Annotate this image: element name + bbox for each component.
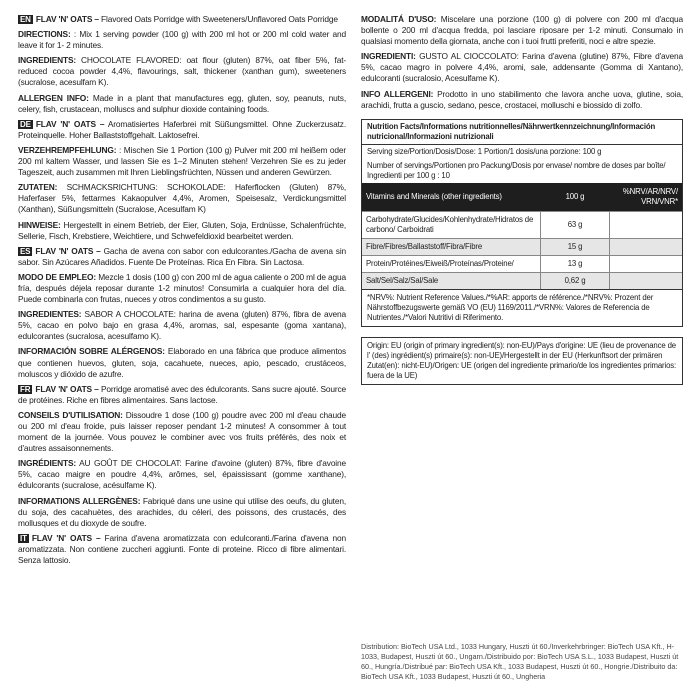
left-column — [18, 14, 346, 570]
nutrition-header-row — [362, 183, 682, 212]
it-allergen-label: INFO ALLERGENI: — [361, 88, 434, 99]
en-directions — [18, 29, 346, 51]
es-allergen-label: INFORMACIÓN SOBRE ALÉRGENOS: — [18, 346, 165, 357]
it-allergen-text: Prodotto in uno stabilimento che lavora anche uova, glutine, soia, arachidi, frutta a guscio, sedano, pesce, crostacei, molluschi e biossido di zolfo. — [361, 88, 683, 110]
distribution-info: Distribution: BioTech USA Ltd., 1033 Hungary, Huszti út 60./Inverkehrbringer: BioTech USA Kft., H-1033, Budapest, Huszti út 60., Ungarn./Distribuido por: BioTech USA S.L., 1033 Budapest, Huszti út 60., Hungría./Distribué par: BioTech USA Kft., 1033 Budapest, Huszti út 60., Hongrie./Distribuito da: BioTech USA Kft., 1033 Budapest, Huszti út 60., Ungheria — [361, 642, 679, 681]
lang-tag-de: DE — [20, 119, 31, 129]
es-allergen-text: Elaborado en una fábrica que produce alimentos que contienen huevos, gluten, soja, cacahuete, nueces, apio, pescado, crustáceos, moluscos y dióxido de azufre. — [18, 346, 347, 379]
es-directions-text: Mezcle 1 dosis (100 g) con 200 ml de agua caliente o 200 ml de agua fría, después déjela reposar durante 1-2 minutos! Consumirla a cualquier hora del día. Puede combinarla con frutas, nueces y otros condimentos a su gusto. — [18, 271, 347, 305]
nutrient-nrv — [610, 238, 683, 255]
de-ingredients-label: ZUTATEN: — [18, 182, 58, 193]
nutrient-nrv — [610, 272, 683, 289]
it-ingredients — [361, 51, 683, 84]
es-directions — [18, 272, 346, 305]
en-title-para — [18, 14, 346, 25]
nutrition-header-col3: %NRV/AR/NRV/ VRN/VNR* — [610, 183, 683, 212]
table-row — [362, 238, 682, 255]
table-row — [362, 255, 682, 272]
de-title-rest: Aromatisiertes Haferbrei mit Süßungsmittel. Ohne Zuckerzusatz. Proteinquelle. Hoher Ballaststoffgehalt. Laktosefrei. — [18, 118, 346, 140]
it-allergen — [361, 89, 683, 111]
en-ingredients-label: INGREDIENTS: — [18, 55, 76, 66]
de-directions-text: : Mischen Sie 1 Portion (100 g) Pulver mit 200 ml heißem oder 200 ml kaltem Wasser, und lassen Sie es 1–2 Minuten stehen! Verzehren Sie es zu jeder Tageszeit, auch zusammen mit Ihren Lieblingsfrüchten, Nüssen und anderen Gewürzen. — [18, 144, 346, 178]
fr-ingredients-label: INGRÉDIENTS: — [18, 458, 76, 469]
lang-tag-it: IT — [20, 533, 27, 543]
nutrient-name: Protein/Protéines/Eiweiß/Proteínas/Proteine/ — [362, 255, 541, 272]
nutrition-footnote: *NRV%: Nutrient Reference Values./*%AR: apports de référence./*NRV%: Prozent der Nährstoffbezugswerte gemäß VO (EU) 1169/2011./*VRN%: Valores de Referencia de Nutrientes./*Valori Nutritivi di Riferimento. — [362, 289, 682, 326]
fr-ingredients — [18, 458, 346, 491]
nutrition-title: Nutrition Facts/Informations nutritionnelles/Nährwertkennzeichnung/Información nutricional/Informazioni nutrizionali — [362, 120, 682, 145]
right-column — [361, 14, 683, 385]
es-title-para — [18, 246, 346, 268]
de-title-para — [18, 119, 346, 141]
nutrient-value: 13 g — [541, 255, 610, 272]
nutrient-nrv — [610, 211, 683, 238]
lang-tag-en: EN — [20, 15, 31, 24]
de-directions-label: VERZEHREMPFEHLUNG: — [18, 144, 117, 155]
nutrient-value: 15 g — [541, 238, 610, 255]
en-ingredients-text: CHOCOLATE FLAVORED: oat flour (gluten) 87%, oat fiber 5%, fat-reduced cocoa powder 4,4%, flavourings, salt, thickener (xanthan gum), sweeteners (sucralose, acesulfam K). — [18, 55, 346, 88]
nutrition-table — [362, 183, 682, 289]
en-directions-label: DIRECTIONS: — [18, 29, 71, 40]
nutrition-servings-per: Number of servings/Portionen pro Packung/Dosis por envase/ nombre de doses par boîte/ Ingredienti per 100 g : 10 — [367, 160, 666, 180]
nutrient-nrv — [610, 255, 683, 272]
it-ingredients-label: INGREDIENTI: — [361, 51, 416, 62]
es-title-rest: Gacha de avena con sabor con edulcorantes./Gacha de avena sin sabor. Sin Azúcares Añadidos. Fuente De Proteínas. Rica En Fibra. Sin Lactosa. — [18, 245, 347, 267]
fr-title: FLAV 'N' OATS – — [35, 383, 99, 394]
fr-ingredients-text: AU GOÛT DE CHOCOLAT: Farine d'avoine (gluten) 87%, fibre d'avoine 5%, cacao maigre en poudre 4,4%, arômes, sel, épaississant (gomme xanthane), édulcorants (sucralose, acésulfame K). — [18, 458, 346, 491]
it-title-para — [18, 533, 346, 566]
nutrient-value: 63 g — [541, 211, 610, 238]
fr-directions-label: CONSEILS D'UTILISATION: — [18, 409, 123, 420]
nutrition-header-col1: Vitamins and Minerals (other ingredients) — [362, 183, 541, 212]
nutrition-serving-size: Serving size/Portion/Dosis/Dose: 1 Portion/1 dosis/una porzione: 100 g — [367, 146, 602, 156]
de-allergen — [18, 220, 346, 242]
nutrient-value: 0,62 g — [541, 272, 610, 289]
es-ingredients-text: SABOR A CHOCOLATE: harina de avena (gluten) 87%, fibra de avena 5%, cacao en polvo bajo en grasa 4,4%, aromas, sal, espesante (goma xantana), edulcorantes (sucralosa, acesulfamo K). — [18, 309, 346, 342]
de-allergen-label: HINWEISE: — [18, 219, 61, 230]
de-title: FLAV 'N' OATS – — [35, 118, 105, 129]
it-directions-label: MODALITÁ D'USO: — [361, 14, 437, 24]
nutrition-facts-box — [361, 119, 683, 327]
nutrition-header-col2: 100 g — [541, 183, 610, 212]
table-row — [362, 272, 682, 289]
nutrient-name: Salt/Sel/Salz/Sal/Sale — [362, 272, 541, 289]
en-allergen-text: Made in a plant that manufactures egg, gluten, soy, peanuts, nuts, celery, fish, crustacean, molluscs and sulphur dioxide containing foods. — [18, 92, 346, 114]
fr-title-para — [18, 384, 346, 406]
fr-directions — [18, 410, 346, 454]
it-title-rest: Farina d'avena aromatizzata con edulcoranti./Farina d'avena non aromatizzata. Non contiene zuccheri aggiunti. Fonte di proteine. Ricco di fibre alimentari. Senza lattosio. — [18, 532, 346, 566]
fr-allergen — [18, 496, 346, 529]
es-ingredients — [18, 309, 346, 342]
es-directions-label: MODO DE EMPLEO: — [18, 271, 97, 282]
it-ingredients-text: GUSTO AL CIOCCOLATO: Farina d'avena (glutine) 87%, Fibre d'avena 5%, cacao magro in polvere 4,4%, aromi, sale, addensante (Gomma di Xantano), edulcoranti (sucralosio, Acesulfame K). — [361, 51, 683, 84]
fr-allergen-text: Fabriqué dans une usine qui utilise des oeufs, du gluten, du soja, des cacahuètes, des arachides, du céleri, des poissons, des crustacés, des mollusques et du dioxyde de soufre. — [18, 495, 346, 528]
es-ingredients-label: INGREDIENTES: — [18, 309, 82, 320]
de-ingredients-text: SCHMACKSRICHTUNG: SCHOKOLADE: Haferflocken (Gluten) 87%, Haferfaser 5%, fettarmes Kakaopulver 4,4%, Aromen, Speisesalz, Verdickungsmittel (Xanthan), Süßungsmitteln (Sucralose, Acesulfam K) — [18, 182, 346, 215]
it-title: FLAV 'N' OATS – — [31, 532, 101, 543]
table-row — [362, 211, 682, 238]
de-directions — [18, 145, 346, 178]
origin-box: Origin: EU (origin of primary ingredient(s): non-EU)/Pays d'origine: UE (lieu de provenance de l' (des) ingrédient(s) primaire(s): non-UE)/Hergestellt in der EU (Herkunftsort der primären Zutat(en): nicht-EU)/Origen: UE (origen del ingrediente primario/de los ingredientes primarios: fuera de la UE) — [361, 337, 683, 385]
fr-directions-text: Dissoudre 1 dose (100 g) poudre avec 200 ml d'eau chaude ou 200 ml d'eau froide, puis laisser reposer pendant 1-2 minutes! A consommer à tout moment de la journée. Vous pouvez le combiner avec vos fruits préférés, des noix et d'autres assaisonnements. — [18, 409, 346, 454]
it-directions — [361, 14, 683, 47]
de-allergen-text: Hergestellt in einem Betrieb, der Eier, Gluten, Soja, Erdnüsse, Schalenfrüchte, Sellerie, Fisch, Krebstiere, Weichtiere, und Schwefeldioxid bearbeitet werden. — [18, 219, 346, 241]
nutrient-name: Fibre/Fibres/Ballaststoff/Fibra/Fibre — [362, 238, 541, 255]
es-allergen — [18, 346, 346, 379]
en-allergen — [18, 93, 346, 115]
fr-allergen-label: INFORMATIONS ALLERGÈNES: — [18, 495, 141, 506]
en-title: FLAV 'N' OATS – — [35, 14, 99, 24]
lang-tag-fr: FR — [20, 384, 31, 394]
it-directions-text: Miscelare una porzione (100 g) di polvere con 200 ml d'acqua bollente o 200 ml d'acqua fredda, poi lasciare riposare per 1-2 minuti. Consumalo in qualsiasi momento della giornata, anche con i tuoi frutti preferiti, noci e altre spezie. — [361, 14, 683, 47]
en-directions-text: : Mix 1 serving powder (100 g) with 200 ml hot or 200 ml cold water and leave it for 1- 2 minutes. — [18, 29, 346, 51]
es-title: FLAV 'N' OATS – — [35, 245, 101, 256]
lang-tag-es: ES — [20, 246, 31, 256]
en-ingredients — [18, 55, 346, 88]
fr-title-rest: Porridge aromatisé avec des édulcorants. Sans sucre ajouté. Source de protéines. Riche en fibres alimentaires. Sans lactose. — [18, 383, 346, 405]
de-ingredients — [18, 182, 346, 215]
en-allergen-label: ALLERGEN INFO: — [18, 92, 89, 103]
nutrient-name: Carbohydrate/Glucides/Kohlenhydrate/Hidratos de carbono/ Carboidrati — [362, 211, 541, 238]
en-title-rest: Flavored Oats Porridge with Sweeteners/Unflavored Oats Porridge — [98, 14, 338, 24]
